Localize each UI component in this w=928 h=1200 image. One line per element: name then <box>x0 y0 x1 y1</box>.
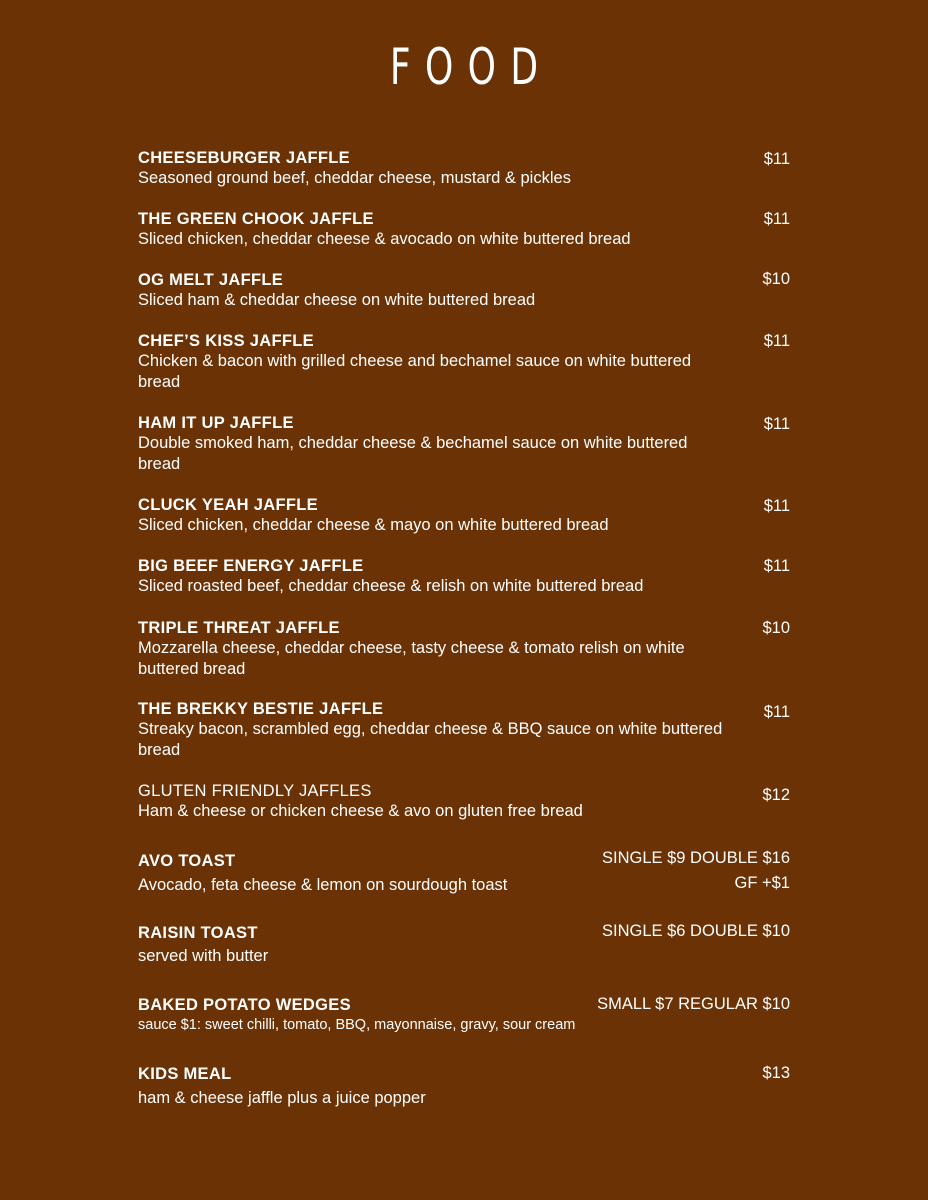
item-name: KIDS MEAL <box>138 1065 232 1083</box>
menu-item-cheeseburger <box>138 148 790 189</box>
item-price: $11 <box>763 703 790 721</box>
item-price: $10 <box>762 270 790 288</box>
item-price: $11 <box>763 332 790 350</box>
item-name: AVO TOAST <box>138 852 236 870</box>
item-price: $11 <box>763 557 790 575</box>
item-description: sauce $1: sweet chilli, tomato, BBQ, mayonnaise, gravy, sour cream <box>138 1017 576 1033</box>
item-price: SINGLE $6 DOUBLE $10 <box>601 922 790 940</box>
page-title: FOOD <box>389 38 553 96</box>
item-price: $10 <box>762 619 790 637</box>
item-description: Mozzarella cheese, cheddar cheese, tasty cheese & tomato relish on white buttered bread <box>138 639 685 678</box>
menu-item-green-chook <box>138 209 790 250</box>
item-name: HAM IT UP JAFFLE <box>138 414 294 432</box>
menu-item-big-beef-energy <box>138 556 790 597</box>
item-price: SINGLE $9 DOUBLE $16 <box>601 849 790 867</box>
item-description: Sliced chicken, cheddar cheese & avocado on white buttered bread <box>138 230 631 248</box>
menu-item-ham-it-up <box>138 413 790 474</box>
item-description: ham & cheese jaffle plus a juice popper <box>138 1089 426 1107</box>
item-name: BAKED POTATO WEDGES <box>138 996 351 1014</box>
menu-item-gluten-friendly <box>138 781 790 822</box>
item-description: Seasoned ground beef, cheddar cheese, mustard & pickles <box>138 169 571 187</box>
item-description: Streaky bacon, scrambled egg, cheddar cheese & BBQ sauce on white buttered bread <box>138 720 723 759</box>
item-description: Sliced roasted beef, cheddar cheese & relish on white buttered bread <box>138 577 644 595</box>
item-name: CHEESEBURGER JAFFLE <box>138 149 350 167</box>
menu-item-chefs-kiss <box>138 331 790 392</box>
menu-item-cluck-yeah <box>138 495 790 536</box>
menu-item-avo-toast <box>138 851 790 896</box>
menu-item-brekky-bestie <box>138 699 790 760</box>
menu-item-raisin-toast <box>138 923 790 967</box>
item-name: CLUCK YEAH JAFFLE <box>138 496 318 514</box>
item-name: THE BREKKY BESTIE JAFFLE <box>138 700 384 718</box>
item-description: Sliced ham & cheddar cheese on white buttered bread <box>138 291 536 309</box>
item-price: $11 <box>763 150 790 168</box>
item-price: $11 <box>763 497 790 515</box>
menu-item-og-melt <box>138 270 790 311</box>
item-name: BIG BEEF ENERGY JAFFLE <box>138 557 364 575</box>
item-price: $12 <box>762 786 790 804</box>
item-description: served with butter <box>138 947 269 965</box>
item-price: $11 <box>763 210 790 228</box>
menu-item-potato-wedges <box>138 995 790 1035</box>
item-price: SMALL $7 REGULAR $10 <box>597 995 790 1013</box>
item-description: Sliced chicken, cheddar cheese & mayo on white buttered bread <box>138 516 609 534</box>
item-name: TRIPLE THREAT JAFFLE <box>138 619 340 637</box>
item-name: THE GREEN CHOOK JAFFLE <box>138 210 374 228</box>
menu-item-triple-threat <box>138 618 790 679</box>
item-name: CHEF’S KISS JAFFLE <box>138 332 314 350</box>
item-name: GLUTEN FRIENDLY JAFFLES <box>138 782 372 800</box>
item-description: Chicken & bacon with grilled cheese and bechamel sauce on white buttered bread <box>138 352 692 391</box>
item-price-note: GF +$1 <box>734 874 790 892</box>
item-price: $11 <box>763 415 790 433</box>
item-description: Double smoked ham, cheddar cheese & bechamel sauce on white buttered bread <box>138 434 688 473</box>
item-description: Ham & cheese or chicken cheese & avo on gluten free bread <box>138 802 583 820</box>
item-name: OG MELT JAFFLE <box>138 271 284 289</box>
item-name: RAISIN TOAST <box>138 924 258 942</box>
item-description: Avocado, feta cheese & lemon on sourdough toast <box>138 876 508 894</box>
menu-item-kids-meal <box>138 1064 790 1109</box>
item-price: $13 <box>762 1064 790 1082</box>
